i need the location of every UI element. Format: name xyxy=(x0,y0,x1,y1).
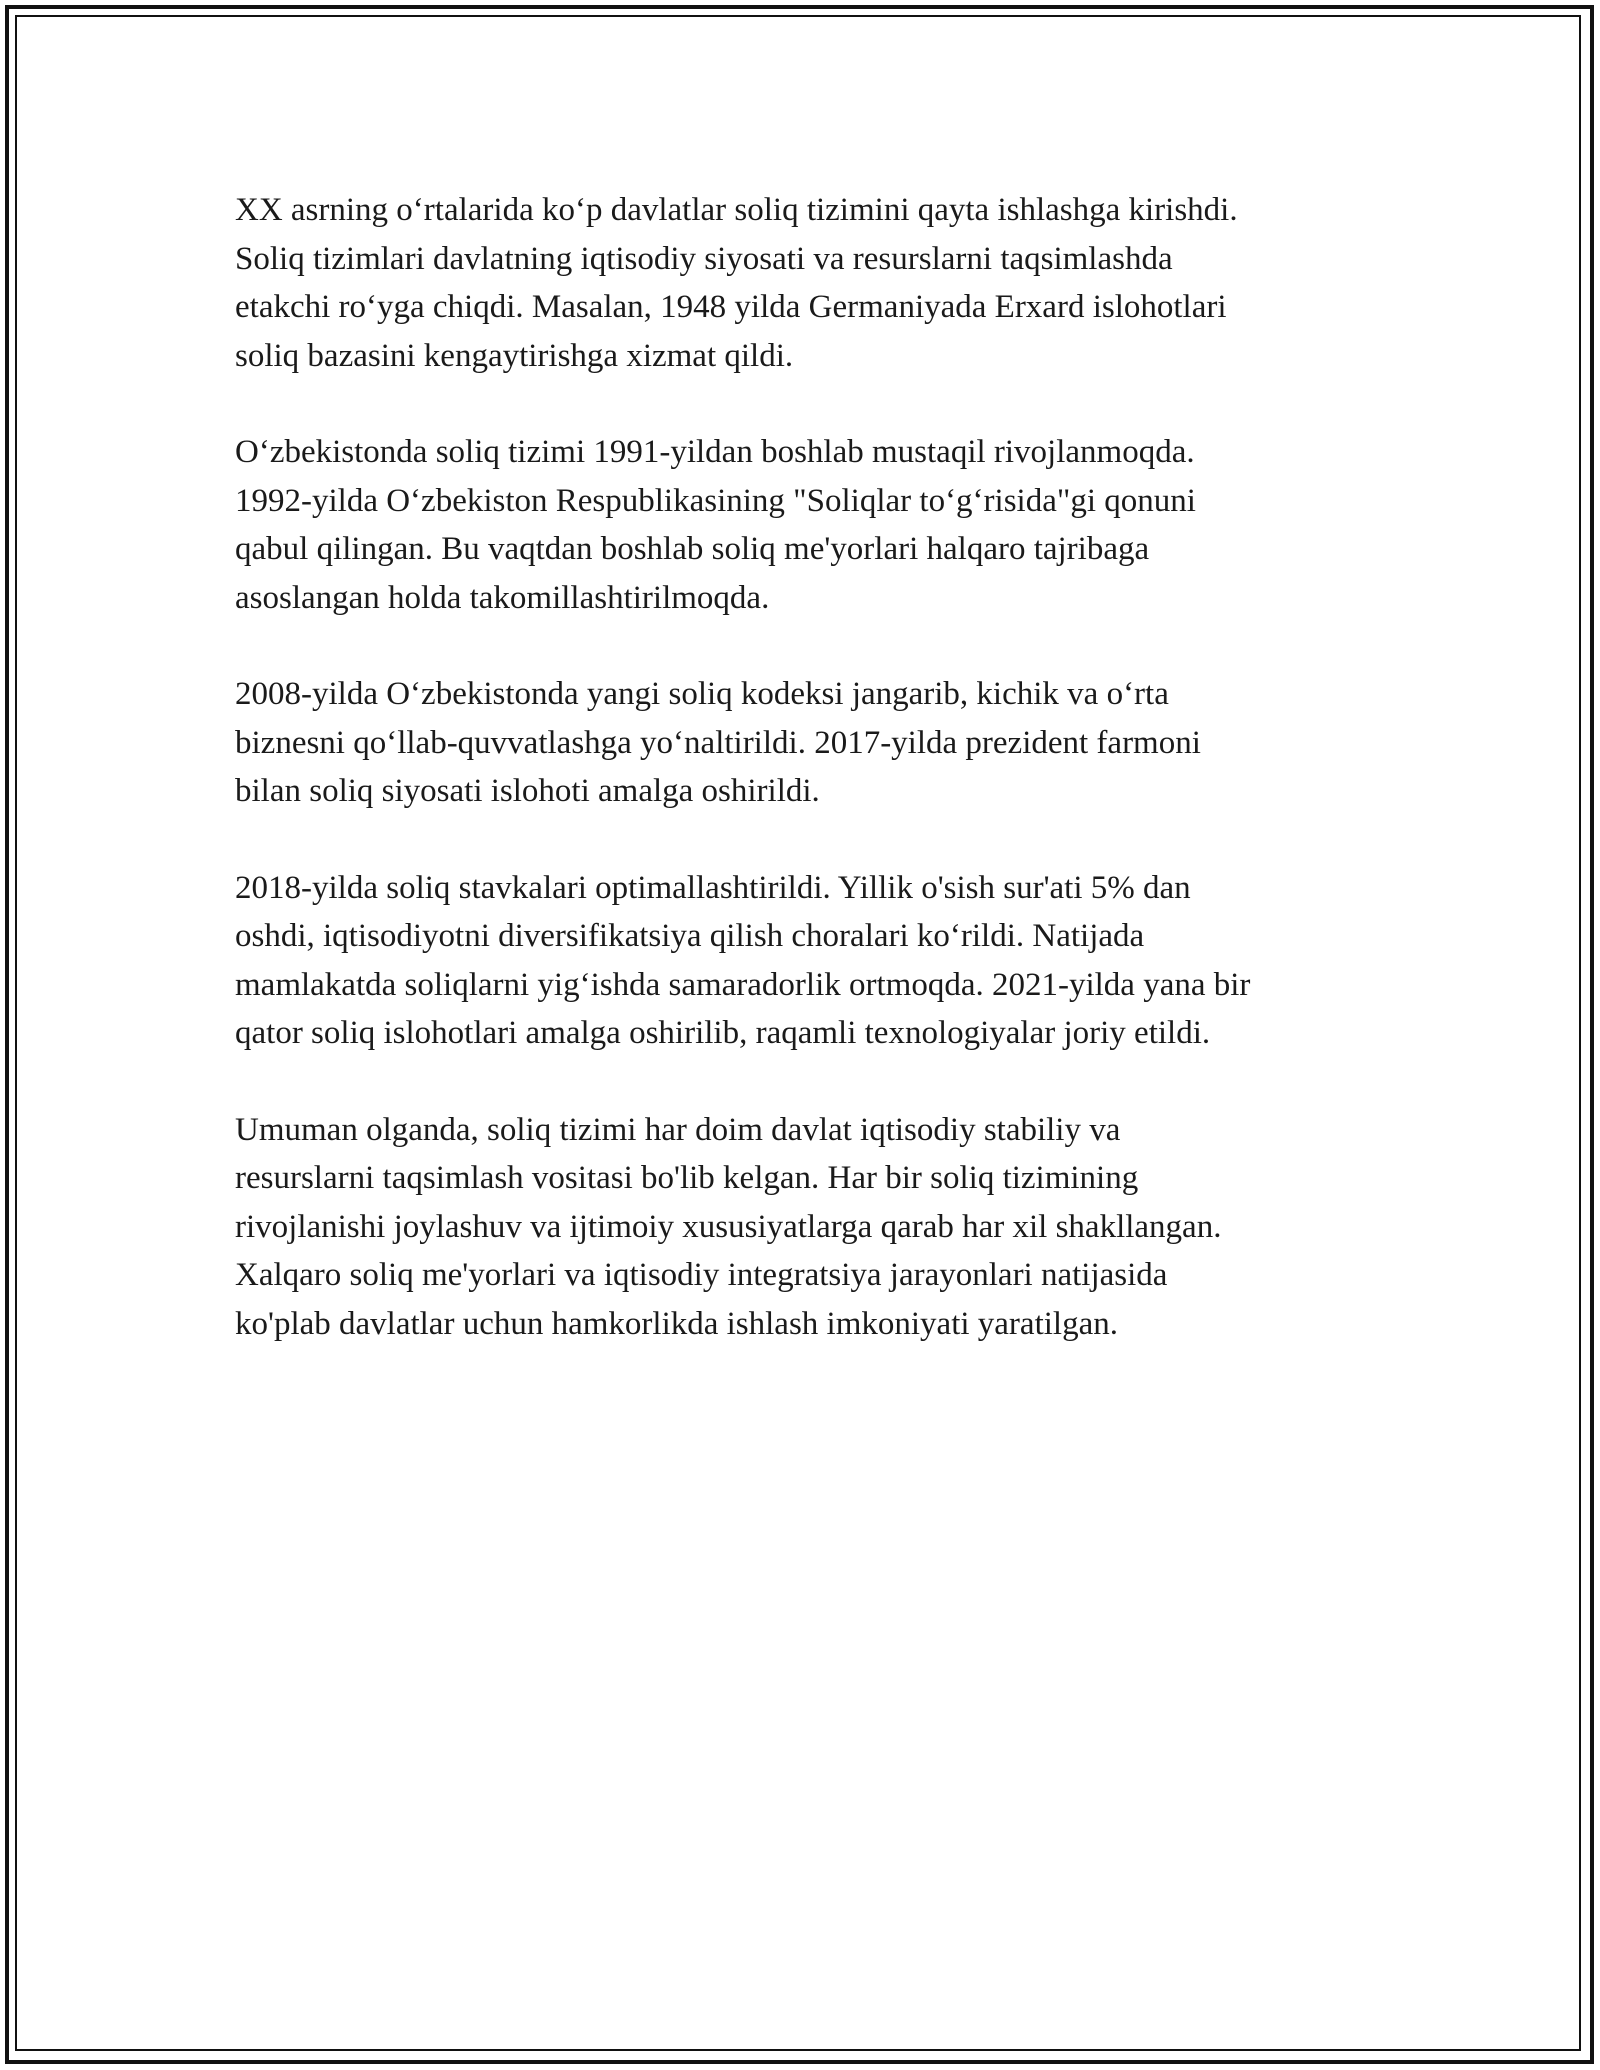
text-line: O‘zbekistonda soliq tizimi 1991-yildan boshlab mustaqil rivojlanmoqda. xyxy=(235,434,1195,470)
text-line: etakchi ro‘yga chiqdi. Masalan, 1948 yilda Germaniyada Erxard islohotlari xyxy=(235,289,1227,325)
text-line: 2008-yilda O‘zbekistonda yangi soliq kodeksi jangarib, kichik va o‘rta xyxy=(235,676,1169,712)
text-line: rivojlanishi joylashuv va ijtimoiy xususiyatlarga qarab har xil shakllangan. xyxy=(235,1208,1222,1245)
text-line: XX asrning o‘rtalarida ko‘p davlatlar soliq tizimini qayta ishlashga kirishdi. xyxy=(235,192,1238,228)
paragraph-2 xyxy=(235,428,1370,622)
text-line: bilan soliq siyosati islohoti amalga oshirildi. xyxy=(235,773,820,809)
document-body xyxy=(235,186,1370,1396)
text-line: mamlakatda soliqlarni yig‘ishda samaradorlik ortmoqda. 2021-yilda yana bir xyxy=(235,966,1251,1003)
text-line: Xalqaro soliq me'yorlari va iqtisodiy integratsiya jarayonlari natijasida xyxy=(235,1257,1168,1293)
text-line: Soliq tizimlari davlatning iqtisodiy siyosati va resurslarni taqsimlashda xyxy=(235,240,1173,277)
text-line: asoslangan holda takomillashtirilmoqda. xyxy=(235,579,770,616)
text-line: oshdi, iqtisodiyotni diversifikatsiya qilish choralari ko‘rildi. Natijada xyxy=(235,918,1145,954)
text-line: soliq bazasini kengaytirishga xizmat qildi. xyxy=(235,337,794,374)
text-line: qabul qilingan. Bu vaqtdan boshlab soliq me'yorlari halqaro tajribaga xyxy=(235,531,1150,567)
text-line: Umuman olganda, soliq tizimi har doim davlat iqtisodiy stabiliy va xyxy=(235,1111,1121,1148)
text-line: 2018-yilda soliq stavkalari optimallashtirildi. Yillik o'sish sur'ati 5% dan xyxy=(235,869,1191,906)
text-line: ko'plab davlatlar uchun hamkorlikda ishlash imkoniyati yaratilgan. xyxy=(235,1305,1118,1342)
text-line: 1992-yilda O‘zbekiston Respublikasining "Soliqlar to‘g‘risida"gi qonuni xyxy=(235,482,1196,519)
paragraph-1 xyxy=(235,186,1370,380)
paragraph-3 xyxy=(235,670,1370,816)
text-line: resurslarni taqsimlash vositasi bo'lib kelgan. Har bir soliq tizimining xyxy=(235,1160,1139,1196)
paragraph-4 xyxy=(235,864,1370,1058)
text-line: qator soliq islohotlari amalga oshirilib, raqamli texnologiyalar joriy etildi. xyxy=(235,1015,1211,1051)
text-line: biznesni qo‘llab-quvvatlashga yo‘naltirildi. 2017-yilda prezident farmoni xyxy=(235,724,1201,761)
paragraph-5 xyxy=(235,1106,1370,1349)
